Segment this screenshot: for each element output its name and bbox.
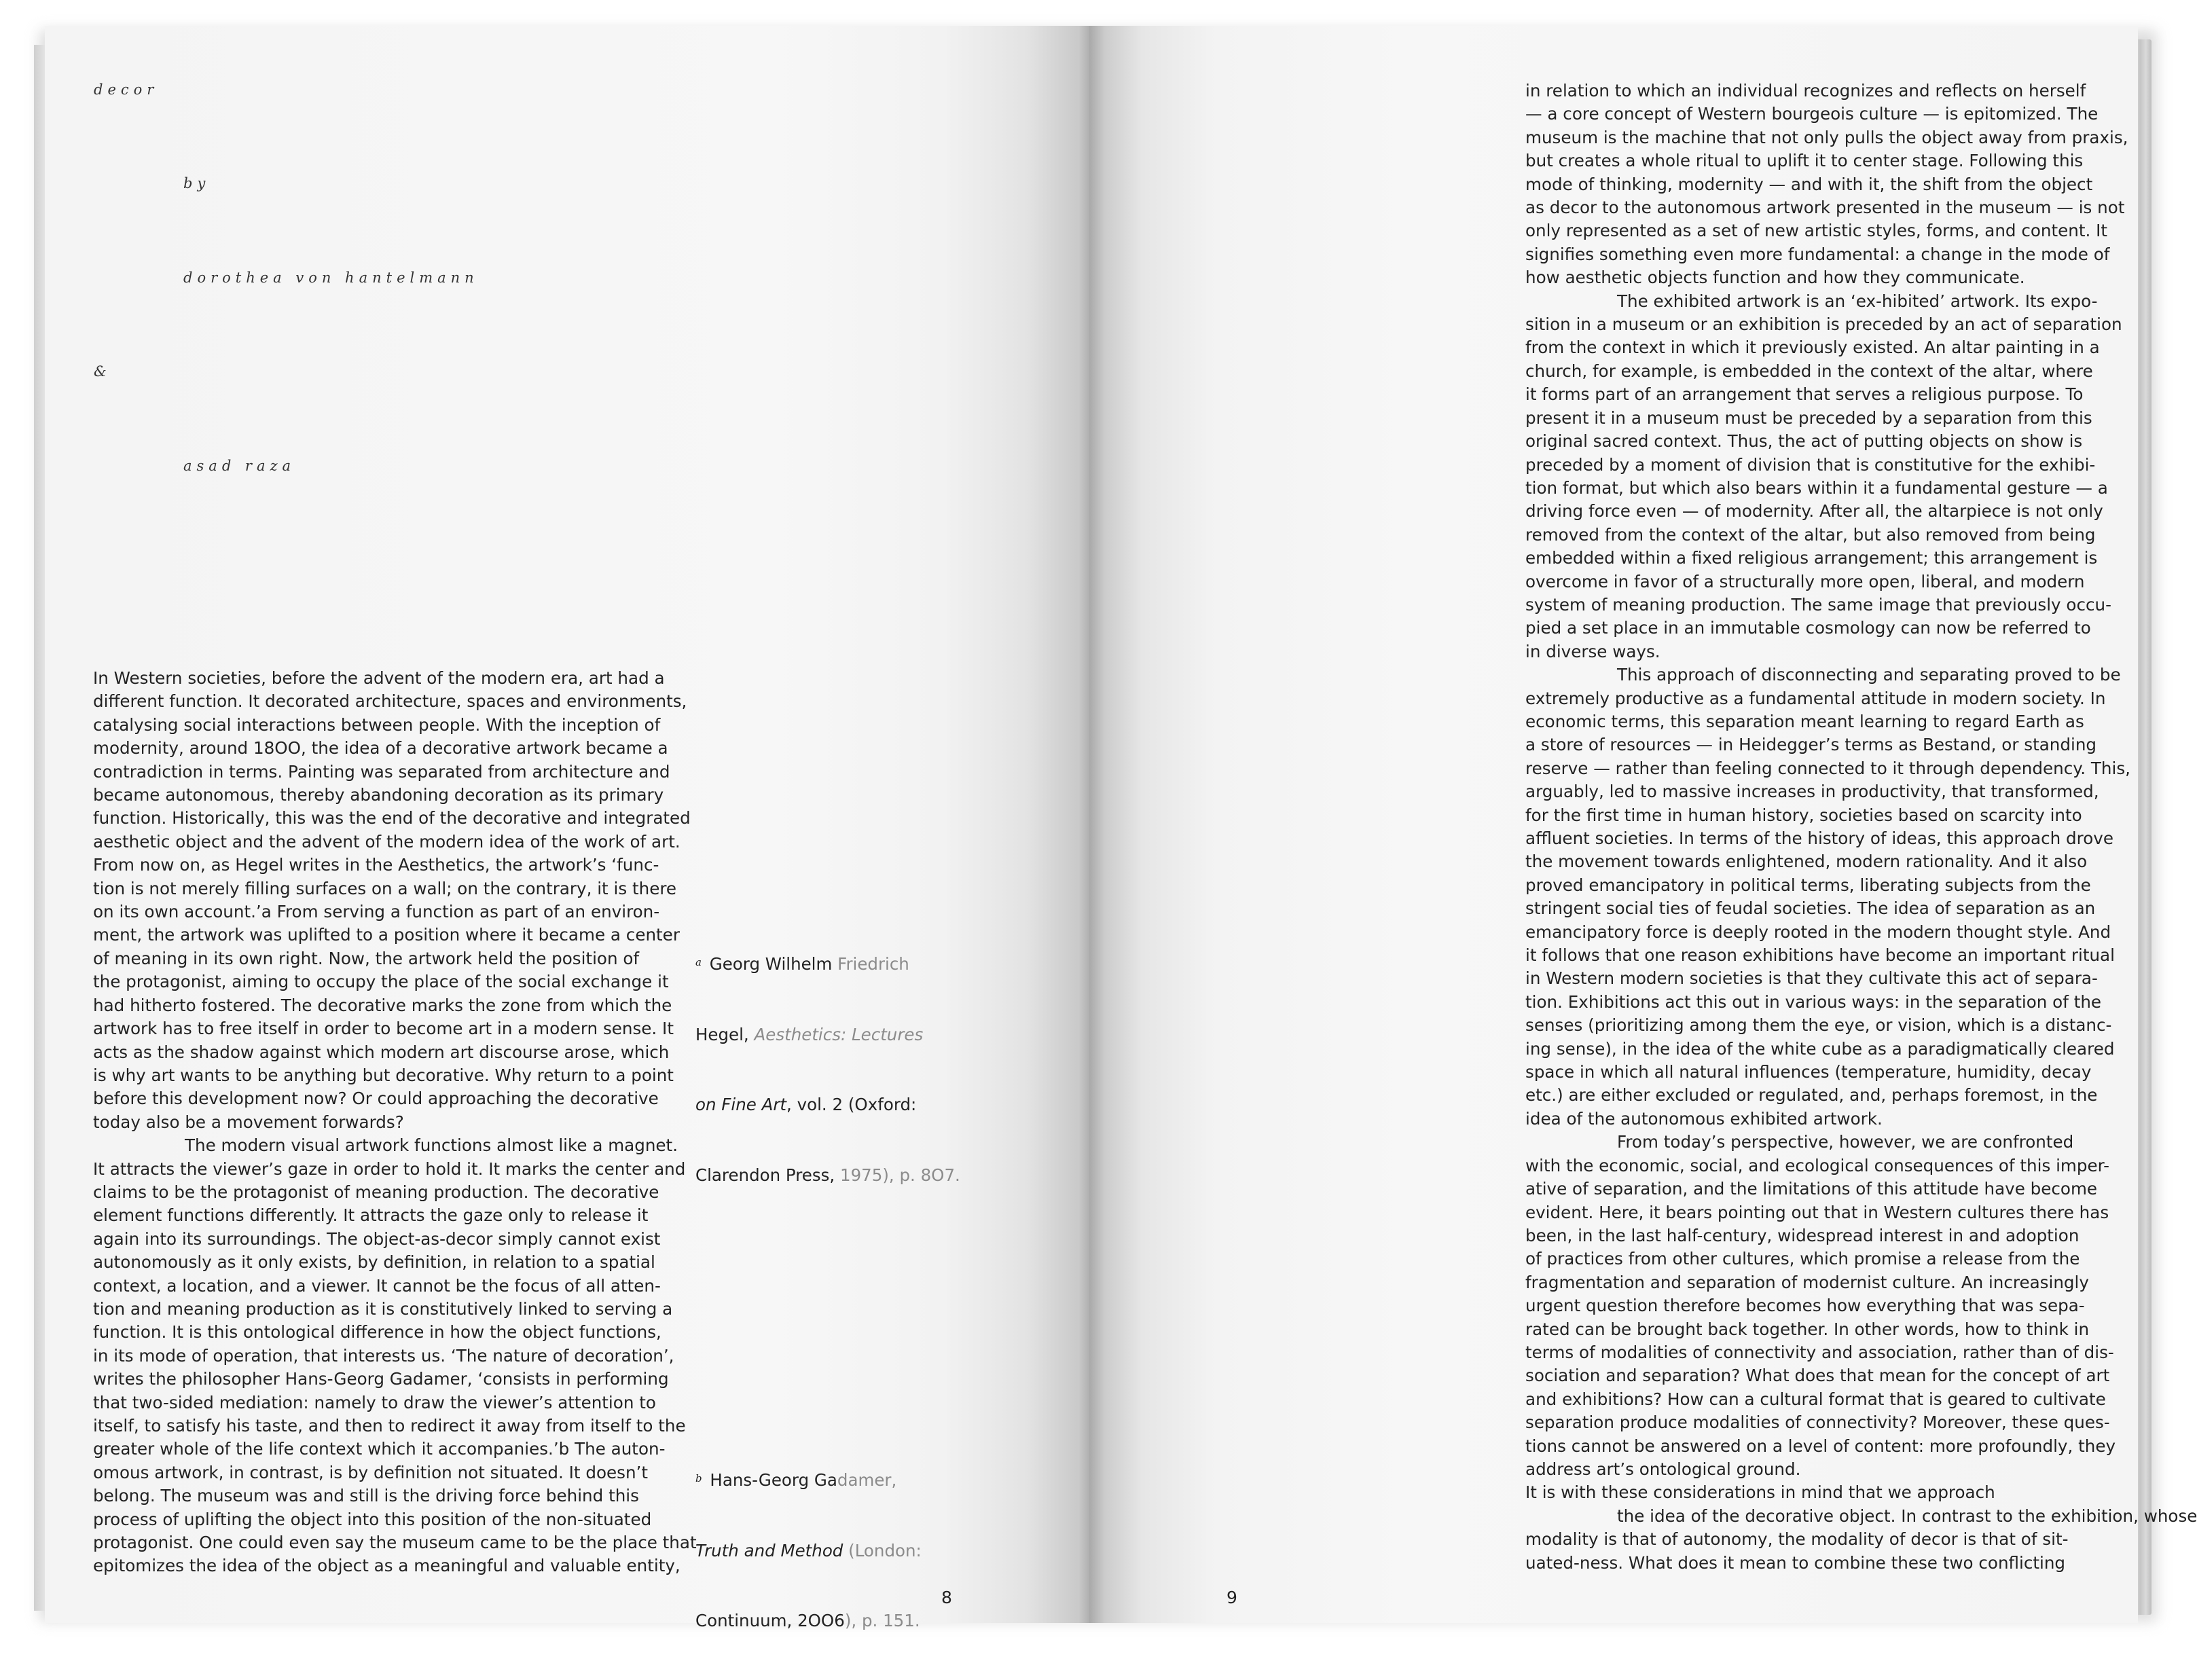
text-line: before this development now? Or could approaching the decorative	[93, 1089, 659, 1109]
text-line: claims to be the protagonist of meaning production. The decorative	[93, 1182, 659, 1202]
footnote-a-text: Georg Wilhelm	[709, 954, 833, 974]
page-number-right: 9	[1227, 1588, 1237, 1607]
heading-decor: decor	[94, 81, 159, 98]
text-line: uated-ness. What does it mean to combine these two conflicting	[1525, 1552, 2066, 1573]
text-line: original sacred context. Thus, the act of putting objects on show is	[1525, 431, 2083, 452]
text-line: sociation and separation? What does that mean for the concept of art	[1525, 1366, 2110, 1386]
text-line: proved emancipatory in political terms, liberating subjects from the	[1525, 875, 2091, 895]
text-line: and exhibitions? How can a cultural format that is geared to cultivate	[1525, 1389, 2106, 1409]
text-line: This approach of disconnecting and separating proved to be	[1617, 665, 2121, 685]
text-line: as decor to the autonomous artwork presented in the museum — is not	[1525, 198, 2125, 218]
text-line: In Western societies, before the advent of the modern era, art had a	[93, 668, 665, 688]
text-line: function. Historically, this was the end of the decorative and integrated	[93, 808, 691, 828]
text-line: on its own account.’a From serving a function as part of an environ-	[93, 902, 660, 922]
text-line: fragmentation and separation of modernist culture. An increasingly	[1525, 1272, 2089, 1292]
text-line: idea of the autonomous exhibited artwork.	[1525, 1108, 1883, 1129]
text-line: overcome in favor of a structurally more open, liberal, and modern	[1525, 571, 2085, 591]
text-line: urgent question therefore becomes how everything that was sepa-	[1525, 1296, 2085, 1316]
text-line: element functions differently. It attracts the gaze only to release it	[93, 1205, 649, 1226]
text-line: aesthetic object and the advent of the modern idea of the work of art.	[93, 831, 680, 852]
text-line: artwork has to free itself in order to become art in a modern sense. It	[93, 1019, 674, 1039]
footnote-b-text: (London:	[843, 1540, 922, 1560]
text-line: for the first time in human history, societies based on scarcity into	[1525, 805, 2082, 825]
text-line: From now on, as Hegel writes in the Aesthetics, the artwork’s ‘func-	[93, 855, 659, 875]
text-line: it follows that one reason exhibitions have become an important ritual	[1525, 945, 2115, 966]
footnote-b-text: Hans-Georg Ga	[710, 1470, 837, 1490]
text-line: tion and meaning production as it is constitutively linked to serving a	[93, 1298, 673, 1319]
footnote-b-text: Continuum, 2OO6	[695, 1611, 845, 1630]
text-line: autonomously as it only exists, by definition, in relation to a spatial	[93, 1252, 655, 1273]
text-line: today also be a movement forwards?	[93, 1112, 404, 1132]
text-line: driving force even — of modernity. After all, the altarpiece is not only	[1525, 501, 2103, 522]
text-line: only represented as a set of new artistic styles, forms, and content. It	[1525, 221, 2108, 241]
text-line: system of meaning production. The same image that previously occu-	[1525, 594, 2111, 615]
left-body-text	[93, 667, 697, 1578]
text-line: It attracts the viewer’s gaze in order to hold it. It marks the center and	[93, 1158, 686, 1179]
footnote-a	[695, 906, 960, 1234]
text-line: economic terms, this separation meant learning to regard Earth as	[1525, 711, 2084, 731]
text-line: again into its surroundings. The object-as-decor simply cannot exist	[93, 1228, 661, 1249]
text-line: belong. The museum was and still is the driving force behind this	[93, 1486, 639, 1506]
heading-author-1: dorothea von hantelmann	[183, 270, 479, 286]
text-line: signifies something even more fundamental: a change in the mode of	[1525, 244, 2110, 264]
text-line: ing sense), in the idea of the white cube as a paradigmatically cleared	[1525, 1038, 2115, 1059]
text-line: in Western modern societies is that they cultivate this act of separa-	[1525, 968, 2098, 989]
text-line: evident. Here, it bears pointing out that in Western cultures there has	[1525, 1202, 2109, 1222]
text-line: mode of thinking, modernity — and with it, the shift from the object	[1525, 174, 2093, 194]
right-body-text	[1525, 79, 2197, 1575]
text-line: had hitherto fostered. The decorative marks the zone from which the	[93, 995, 672, 1015]
text-line: a store of resources — in Heidegger’s terms as Bestand, or standing	[1525, 735, 2097, 755]
text-line: ment, the artwork was uplifted to a position where it became a center	[93, 925, 680, 945]
text-line: it forms part of an arrangement that serves a religious purpose. To	[1525, 384, 2084, 405]
text-line: became autonomous, thereby abandoning decoration as its primary	[93, 785, 664, 805]
text-line: tion is not merely filling surfaces on a wall; on the contrary, it is there	[93, 878, 677, 898]
text-line: affluent societies. In terms of the history of ideas, this approach drove	[1525, 828, 2113, 848]
footnote-b-text: damer,	[837, 1470, 897, 1490]
text-line: how aesthetic objects function and how they communicate.	[1525, 268, 2025, 288]
text-line: From today’s perspective, however, we are confronted	[1617, 1132, 2074, 1152]
text-line: terms of modalities of connectivity and association, rather than of dis-	[1525, 1342, 2114, 1362]
footnote-a-text: Aesthetics: Lectures	[754, 1024, 924, 1044]
left-page	[45, 26, 1089, 1630]
text-line: embedded within a fixed religious arrangement; this arrangement is	[1525, 548, 2098, 568]
text-line: function. It is this ontological difference in how the object functions,	[93, 1322, 661, 1343]
text-line: is why art wants to be anything but decorative. Why return to a point	[93, 1065, 674, 1085]
text-line: — a core concept of Western bourgeois culture — is epitomized. The	[1525, 104, 2099, 124]
text-line: tions cannot be answered on a level of content: more profoundly, they	[1525, 1436, 2116, 1456]
text-line: modernity, around 18OO, the idea of a decorative artwork became a	[93, 738, 668, 759]
text-line: the idea of the decorative object. In contrast to the exhibition, whose	[1617, 1505, 2197, 1526]
text-line: epitomizes the idea of the object as a meaningful and valuable entity,	[93, 1556, 680, 1576]
heading-author-2: asad raza	[183, 458, 296, 474]
text-line: itself, to satisfy his taste, and then to redirect it away from itself to the	[93, 1416, 686, 1436]
text-line: The exhibited artwork is an ‘ex-hibited’ artwork. Its expo-	[1617, 291, 2098, 311]
footnote-a-text: 1975), p. 8O7.	[839, 1165, 960, 1185]
text-line: in relation to which an individual recognizes and reflects on herself	[1525, 81, 2086, 101]
text-line: arguably, led to massive increases in productivity, that transformed,	[1525, 782, 2099, 802]
page-number-left: 8	[941, 1588, 952, 1607]
text-line: of practices from other cultures, which promise a release from the	[1525, 1249, 2080, 1269]
text-line: senses (prioritizing among them the eye, or vision, which is a distanc-	[1525, 1015, 2112, 1036]
text-line: different function. It decorated architecture, spaces and environments,	[93, 691, 687, 712]
text-line: from the context in which it previously existed. An altar painting in a	[1525, 337, 2100, 358]
footnote-a-text: Clarendon Press,	[695, 1165, 840, 1185]
heading-ampersand: &	[94, 363, 111, 380]
text-line: sition in a museum or an exhibition is preceded by an act of separation	[1525, 314, 2122, 335]
footnote-a-mark: a	[695, 956, 702, 968]
footnote-b-text: Truth and Method	[695, 1540, 843, 1560]
text-line: church, for example, is embedded in the context of the altar, where	[1525, 361, 2093, 381]
text-line: in diverse ways.	[1525, 641, 1660, 661]
text-line: separation produce modalities of connectivity? Moreover, these ques-	[1525, 1412, 2110, 1433]
heading-by: by	[183, 175, 211, 191]
text-line: pied a set place in an immutable cosmology can now be referred to	[1525, 618, 2091, 638]
footnote-b-mark: b	[695, 1472, 702, 1484]
text-line: space in which all natural influences (temperature, humidity, decay	[1525, 1062, 2092, 1082]
footnote-a-text: Hegel,	[695, 1024, 755, 1044]
text-line: extremely productive as a fundamental attitude in modern society. In	[1525, 688, 2106, 708]
right-page	[1089, 26, 2197, 1623]
text-line: process of uplifting the object into this position of the non-situated	[93, 1509, 652, 1529]
text-line: etc.) are either excluded or regulated, and, perhaps foremost, in the	[1525, 1085, 2098, 1106]
text-line: writes the philosopher Hans-Georg Gadamer, ‘consists in performing	[93, 1369, 669, 1389]
text-line: stringent social ties of feudal societies. The idea of separation as an	[1525, 898, 2096, 919]
text-line: reserve — rather than feeling connected to it through dependency. This,	[1525, 758, 2130, 778]
text-line: the movement towards enlightened, modern rationality. And it also	[1525, 852, 2088, 872]
footnote-a-text: Friedrich	[832, 954, 909, 974]
text-line: modality is that of autonomy, the modality of decor is that of sit-	[1525, 1529, 2069, 1550]
text-line: protagonist. One could even say the museum came to be the place that	[93, 1533, 697, 1553]
text-line: greater whole of the life context which it accompanies.’b The auton-	[93, 1439, 666, 1459]
footnote-a-text: on Fine Art	[695, 1095, 787, 1114]
text-line: removed from the context of the altar, but also removed from being	[1525, 524, 2096, 545]
text-line: in its mode of operation, that interests us. ‘The nature of decoration’,	[93, 1345, 674, 1366]
text-line: omous artwork, in contrast, is by definition not situated. It doesn’t	[93, 1462, 649, 1482]
text-line: catalysing social interactions between people. With the inception of	[93, 714, 661, 735]
text-line: tion format, but which also bears within it a fundamental gesture — a	[1525, 477, 2108, 498]
text-line: context, a location, and a viewer. It cannot be the focus of all atten-	[93, 1275, 661, 1296]
text-line: that two-sided mediation: namely to draw the viewer’s attention to	[93, 1392, 656, 1412]
text-line: ative of separation, and the limitations of this attitude have become	[1525, 1179, 2098, 1199]
text-line: of meaning in its own right. Now, the artwork held the position of	[93, 948, 640, 968]
text-line: the protagonist, aiming to occupy the place of the social exchange it	[93, 972, 669, 992]
text-line: with the economic, social, and ecological consequences of this imper-	[1525, 1155, 2110, 1175]
text-line: museum is the machine that not only pulls the object away from praxis,	[1525, 127, 2128, 147]
text-line: but creates a whole ritual to uplift it to center stage. Following this	[1525, 151, 2084, 171]
text-line: tion. Exhibitions act this out in various ways: in the separation of the	[1525, 991, 2102, 1012]
text-line: emancipatory force is deeply rooted in the modern thought style. And	[1525, 921, 2111, 942]
footnote-a-text: , vol. 2 (Oxford:	[786, 1095, 917, 1114]
text-line: rated can be brought back together. In other words, how to think in	[1525, 1319, 2090, 1339]
footnote-b-text: ), p. 151.	[844, 1611, 920, 1630]
text-line: acts as the shadow against which modern art discourse arose, which	[93, 1042, 670, 1062]
text-line: The modern visual artwork functions almost like a magnet.	[185, 1135, 678, 1156]
footnote-b	[695, 1422, 922, 1680]
text-line: been, in the last half-century, widespread interest in and adoption	[1525, 1225, 2080, 1245]
text-line: It is with these considerations in mind that we approach	[1525, 1482, 1995, 1503]
text-line: address art’s ontological ground.	[1525, 1459, 1801, 1479]
text-line: contradiction in terms. Painting was separated from architecture and	[93, 761, 670, 782]
text-line: present it in a museum must be preceded by a separation from this	[1525, 407, 2092, 428]
text-line: preceded by a moment of division that is constitutive for the exhibi-	[1525, 454, 2096, 475]
